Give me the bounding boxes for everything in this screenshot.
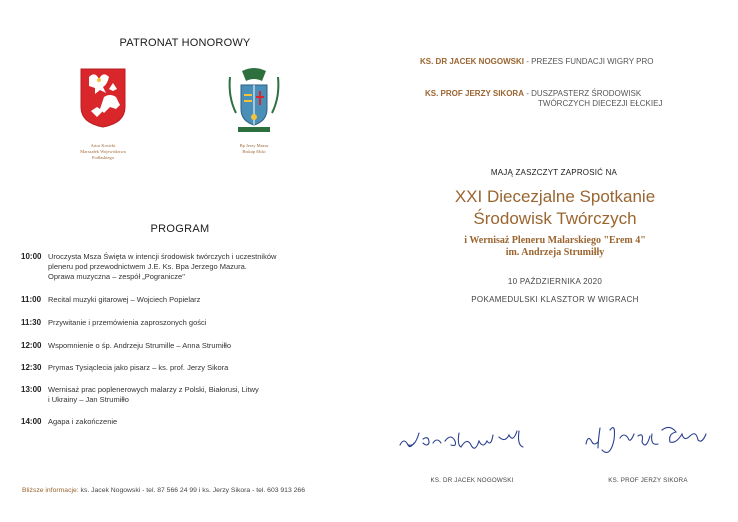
invite-text: MAJĄ ZASZCZYT ZAPROSIĆ NA <box>490 168 618 177</box>
program-line: Wspomnienie o śp. Andrzeju Strumille – Anna Strumiłło <box>48 341 232 350</box>
program-line: Prymas Tysiąclecia jako pisarz – ks. prof. Jerzy Sikora <box>48 363 229 372</box>
podlaskie-coat-of-arms <box>79 67 127 129</box>
program-text <box>48 252 348 282</box>
patron-left-caption <box>68 143 138 161</box>
program-text <box>48 385 348 405</box>
program-text <box>48 341 348 351</box>
signature-2-name: KS. PROF JERZY SIKORA <box>608 477 688 484</box>
signature-1-name: KS. DR JACEK NOGOWSKI <box>430 477 514 484</box>
program-line: Uroczysta Msza Święta w intencji środowisk twórczych i uczestników <box>48 252 277 261</box>
program-text <box>48 295 348 305</box>
program-line: Przywitanie i przemówienia zaproszonych gości <box>48 318 207 327</box>
bishop-coat-of-arms <box>224 67 284 135</box>
caption-line: Marszałek Województwa <box>80 149 126 154</box>
event-subtitle-line1: i Wernisaż Pleneru Malarskiego "Erem 4" <box>464 235 646 246</box>
event-date: 10 PAŹDZIERNIKA 2020 <box>507 277 603 286</box>
signature-nogowski <box>395 425 535 455</box>
patron-right-caption <box>219 143 289 155</box>
program-time: 12:00 <box>21 341 42 350</box>
organizer-2-role-line2: TWÓRCZYCH DIECEZJI EŁCKIEJ <box>538 99 663 108</box>
program-time: 12:30 <box>21 363 42 372</box>
event-title-line1: XXI Diecezjalne Spotkanie <box>454 187 656 206</box>
program-time: 11:30 <box>21 318 42 327</box>
caption-line: Bp Jerzy Mazur <box>239 143 269 148</box>
program-line: pleneru pod przewodnictwem J.E. Ks. Bpa Jerzego Mazura. <box>48 262 247 271</box>
caption-line: Artur Kosicki <box>90 143 116 148</box>
program-line: Wernisaż prac poplenerowych malarzy z Polski, Białorusi, Litwy <box>48 385 259 394</box>
organizer-2-role: - DUSZPASTERZ ŚRODOWISK <box>523 89 642 98</box>
contact-info <box>22 487 352 494</box>
organizer-1-name: KS. DR JACEK NOGOWSKI <box>420 57 525 66</box>
organizer-2-name: KS. PROF JERZY SIKORA <box>425 89 524 98</box>
program-text <box>48 363 348 373</box>
caption-line: Podlaskiego <box>92 155 114 160</box>
program-line: i Ukrainy – Jan Strumiłło <box>48 395 129 404</box>
patronat-title: PATRONAT HONOROWY <box>119 37 251 49</box>
organizer-2 <box>425 89 641 99</box>
contact-text: ks. Jacek Nogowski - tel. 87 566 24 99 i ks. Jerzy Sikora - tel. 603 913 266 <box>78 487 305 494</box>
program-time: 13:00 <box>21 385 42 394</box>
organizer-1 <box>420 57 654 67</box>
program-line: Agapa i zakończenie <box>48 417 118 426</box>
organizer-1-role: - PREZES FUNDACJI WIGRY PRO <box>524 57 654 66</box>
signature-sikora <box>580 420 720 460</box>
event-subtitle-line2: im. Andrzeja Strumiłły <box>505 247 605 258</box>
contact-label: Bliższe informacje: <box>22 487 79 494</box>
program-title: PROGRAM <box>150 223 210 235</box>
program-text <box>48 318 348 328</box>
program-text <box>48 417 348 427</box>
event-title-line2: Środowisk Twórczych <box>473 209 637 228</box>
program-time: 10:00 <box>21 252 42 261</box>
caption-line: Biskup Ełcki <box>242 149 266 154</box>
event-place: POKAMEDULSKI KLASZTOR W WIGRACH <box>471 295 639 304</box>
program-time: 14:00 <box>21 417 42 426</box>
program-line: Oprawa muzyczna – zespół „Pogranicze" <box>48 272 185 281</box>
program-line: Recital muzyki gitarowej – Wojciech Popielarz <box>48 295 201 304</box>
program-time: 11:00 <box>21 295 42 304</box>
